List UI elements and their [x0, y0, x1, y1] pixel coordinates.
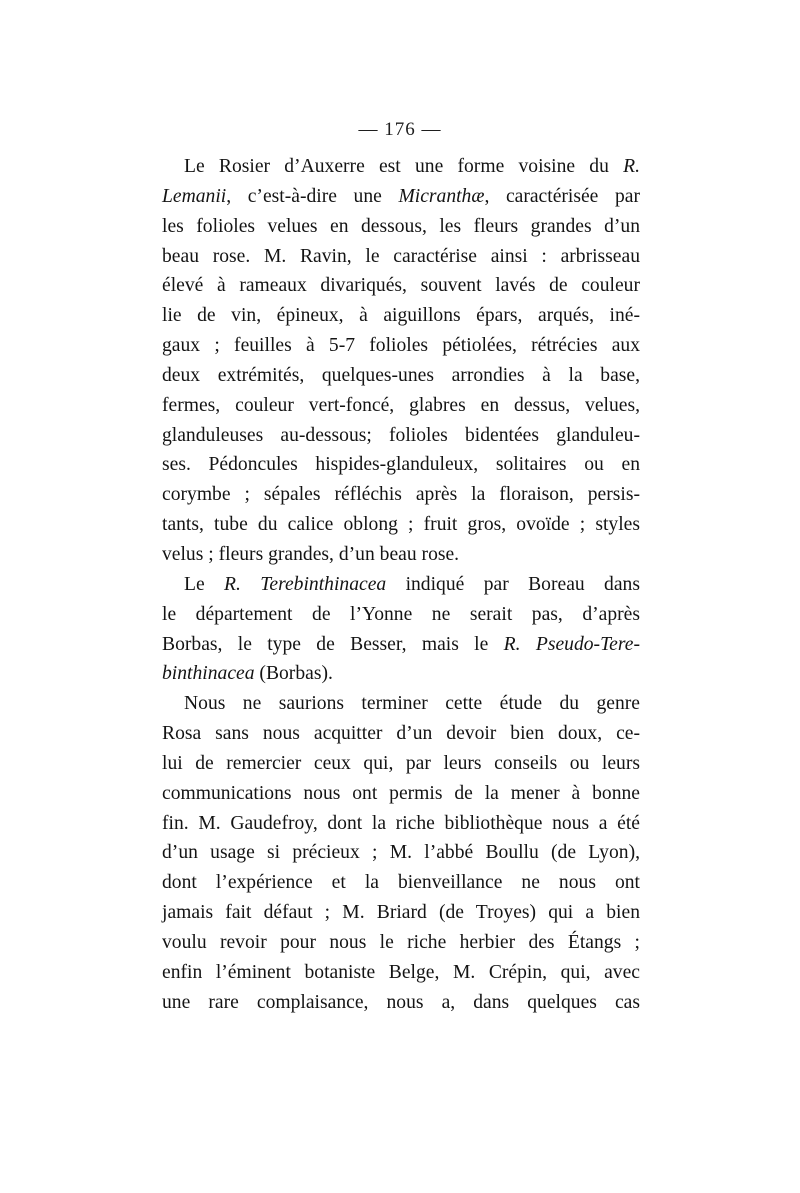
text-line: [162, 182, 640, 212]
text-run: velus ; fleurs grandes, d’un beau rose.: [162, 543, 460, 565]
text-line: [162, 958, 640, 988]
text-line: [162, 510, 640, 540]
text-run: lie de vin, épineux, à aiguillons épars, arqués, iné-: [162, 305, 640, 327]
italic-run: binthinacea: [162, 663, 255, 685]
text-run: gaux ; feuilles à 5-7 folioles pétiolées, rétrécies aux: [162, 335, 640, 357]
text-run: fin. M. Gaudefroy, dont la riche bibliothèque nous a été: [162, 812, 640, 834]
text-run: corymbe ; sépales réfléchis après la floraison, persis-: [162, 484, 640, 506]
text-run: voulu revoir pour nous le riche herbier des Étangs ;: [162, 931, 640, 953]
text-line: [162, 779, 640, 809]
text-run: , caractérisée par: [484, 185, 640, 207]
text-line: [162, 868, 640, 898]
text-run: , c’est-à-dire une: [226, 185, 399, 207]
italic-run: R. Terebinthinacea: [224, 573, 387, 595]
body-text: [162, 152, 640, 1017]
text-run: Le Rosier d’Auxerre est une forme voisine du: [184, 156, 624, 177]
text-line: [162, 331, 640, 361]
text-line: [162, 361, 640, 391]
text-run: d’un usage si précieux ; M. l’abbé Boullu (de Lyon),: [162, 842, 640, 864]
text-run: une rare complaisance, nous a, dans quelques cas: [162, 991, 640, 1013]
text-run: le département de l’Yonne ne serait pas, d’après: [162, 603, 640, 625]
text-run: les folioles velues en dessous, les fleurs grandes d’un: [162, 215, 640, 237]
text-run: deux extrémités, quelques-unes arrondies à la base,: [162, 364, 640, 386]
text-line: [162, 301, 640, 331]
text-line: [162, 242, 640, 272]
text-run: enfin l’éminent botaniste Belge, M. Crépin, qui, avec: [162, 961, 640, 983]
text-line: [162, 450, 640, 480]
text-line: [162, 421, 640, 451]
paragraph: [162, 689, 640, 1017]
text-line: [162, 809, 640, 839]
text-run: lui de remercier ceux qui, par leurs conseils ou leurs: [162, 752, 640, 774]
text-run: Borbas, le type de Besser, mais le: [162, 633, 504, 655]
text-run: dont l’expérience et la bienveillance ne nous ont: [162, 872, 640, 894]
text-run: communications nous ont permis de la mener à bonne: [162, 782, 640, 804]
italic-run: Lemanii: [162, 185, 227, 207]
text-line: [162, 928, 640, 958]
text-line: [162, 212, 640, 242]
italic-run: R. Pseudo-Tere-: [503, 633, 641, 655]
text-line: [162, 271, 640, 301]
text-line: [162, 391, 640, 421]
paragraph: [162, 570, 640, 689]
italic-run: Micranthæ: [398, 185, 485, 207]
text-run: (Borbas).: [254, 663, 333, 685]
text-run: indiqué par Boreau dans: [386, 573, 640, 595]
text-run: Rosa sans nous acquitter d’un devoir bien doux, ce-: [162, 723, 640, 745]
text-line: [162, 689, 640, 719]
text-run: Le: [184, 573, 225, 595]
text-line: [162, 630, 640, 660]
text-run: beau rose. M. Ravin, le caractérise ainsi : arbrisseau: [162, 245, 640, 267]
text-run: glanduleuses au-dessous; folioles bidentées glanduleu-: [162, 424, 640, 446]
text-line: [162, 600, 640, 630]
text-run: tants, tube du calice oblong ; fruit gros, ovoïde ; styles: [162, 514, 640, 536]
text-run: jamais fait défaut ; M. Briard (de Troyes) qui a bien: [162, 902, 640, 924]
text-line: [162, 838, 640, 868]
text-line: [162, 659, 640, 689]
text-run: élevé à rameaux divariqués, souvent lavés de couleur: [162, 275, 640, 297]
text-line: [162, 570, 640, 600]
text-run: ses. Pédoncules hispides-glanduleux, solitaires ou en: [162, 454, 640, 476]
text-line: [162, 749, 640, 779]
text-line: [162, 152, 640, 182]
page-number: — 176 —: [358, 119, 442, 140]
text-line: [162, 988, 640, 1018]
italic-run: R.: [623, 156, 640, 177]
text-line: [162, 898, 640, 928]
text-line: [162, 480, 640, 510]
text-line: [162, 719, 640, 749]
text-line: [162, 540, 640, 570]
paragraph: [162, 152, 640, 570]
text-run: fermes, couleur vert-foncé, glabres en dessus, velues,: [162, 394, 640, 416]
text-run: Nous ne saurions terminer cette étude du genre: [184, 693, 640, 715]
